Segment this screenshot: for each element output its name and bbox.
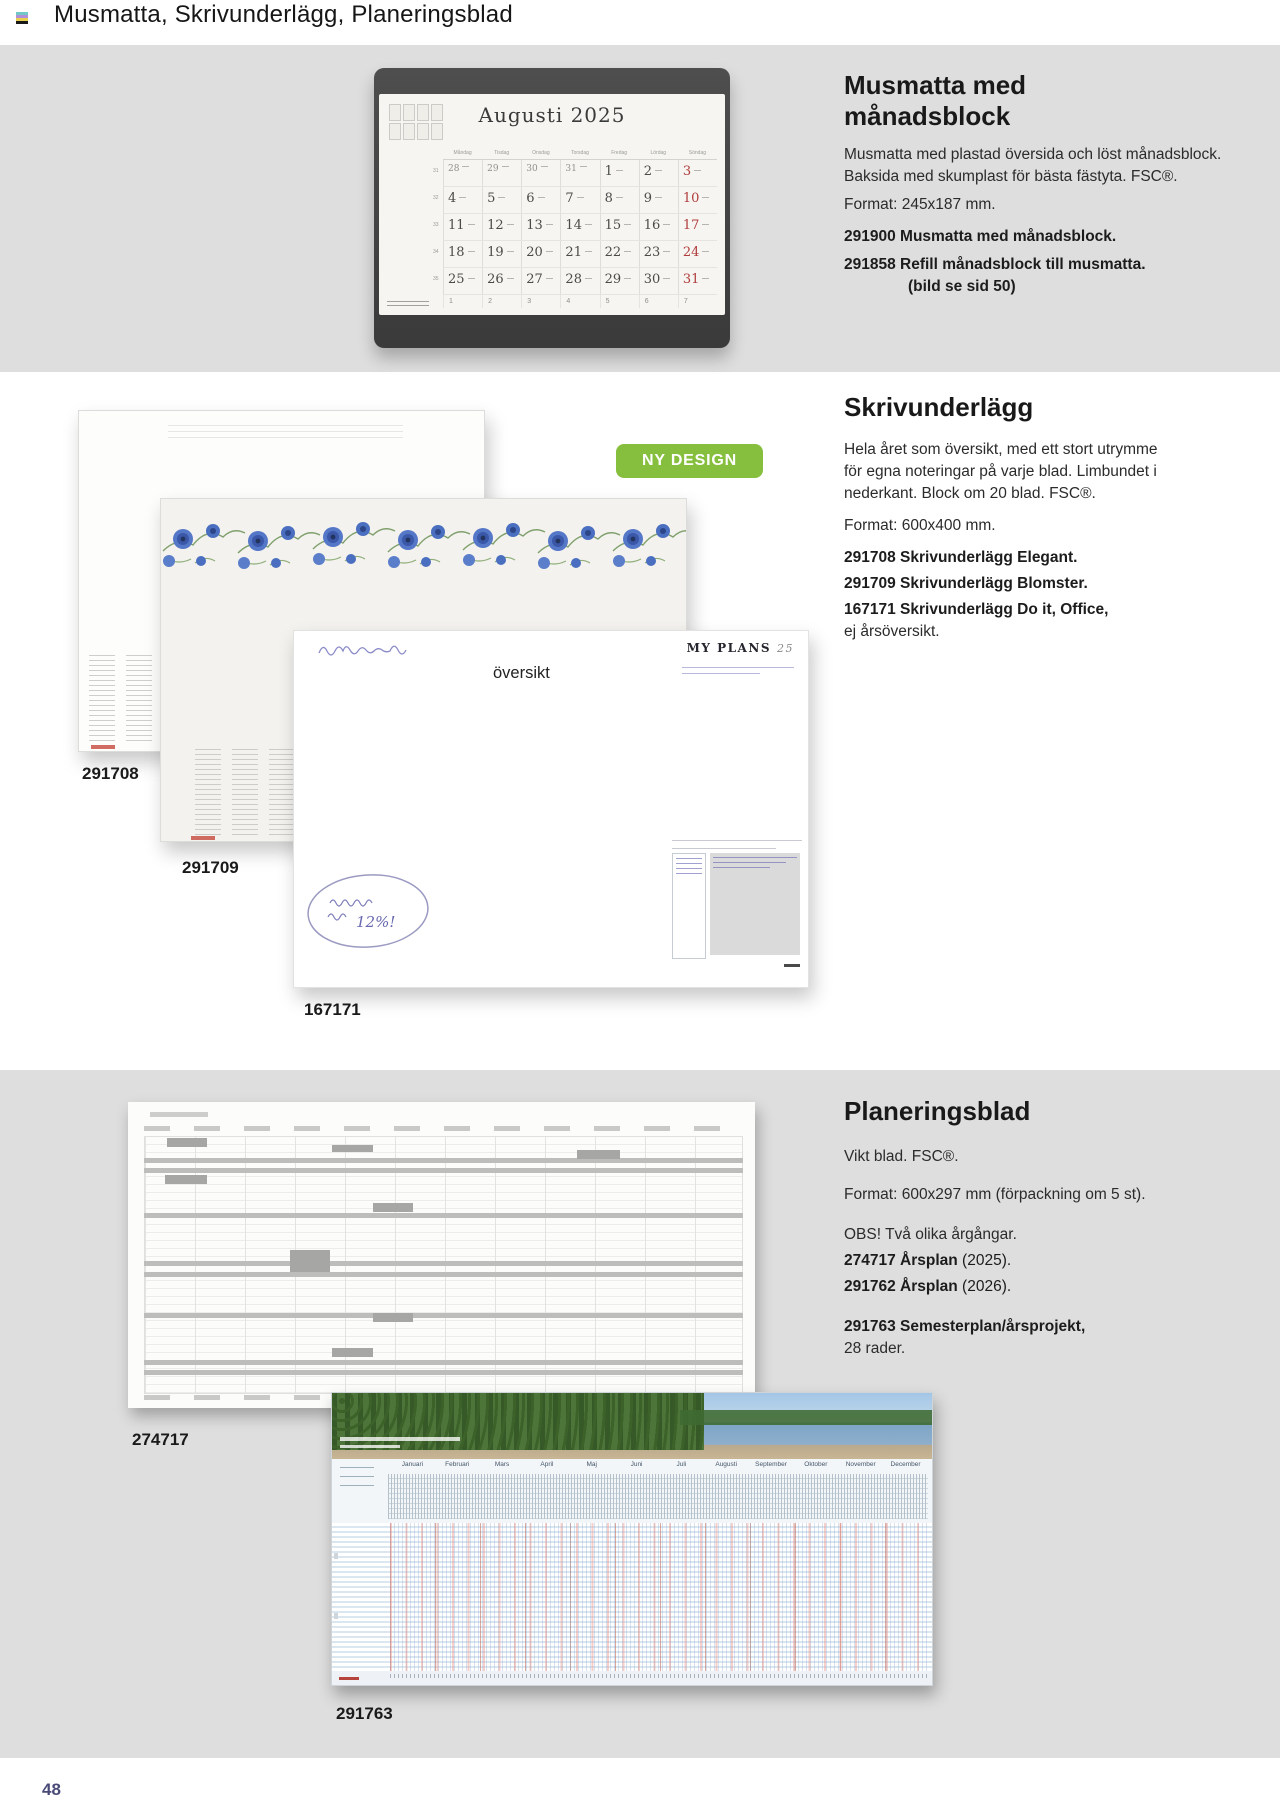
doit-notes-column (672, 853, 706, 959)
calendar-day-cell (521, 214, 560, 240)
nameday-text-dash (655, 197, 662, 198)
myplans-subtext-lines (682, 662, 794, 674)
day-number: 19 (487, 245, 504, 260)
nameday-text-dash (663, 251, 670, 252)
calendar-month-title: Augusti 2025 (478, 103, 626, 127)
day-number: 29 (487, 164, 499, 174)
calendar-day-cell (600, 187, 639, 213)
nameday-text-dash (585, 251, 592, 252)
skriv-sku-291709: 291709 Skrivunderlägg Blomster. (844, 575, 1088, 592)
weekday-label: Tisdag (494, 150, 510, 156)
weekday-label: Söndag (688, 150, 707, 156)
calendar-day-cell (443, 268, 482, 294)
month-label: Februari (445, 1461, 470, 1468)
nameday-text-dash (655, 170, 662, 171)
nameday-text-dash (459, 197, 466, 198)
calendar-week-row (433, 268, 717, 295)
svg-text:12%!: 12%! (356, 913, 396, 931)
day-number: 23 (643, 245, 661, 260)
nameday-text-dash (585, 224, 592, 225)
calendar-day-cell (443, 187, 482, 213)
nameday-text-dash (507, 251, 514, 252)
day-number: 30 (526, 164, 538, 174)
calendar-day-cell (560, 160, 599, 186)
calendar-day-cell (639, 241, 678, 267)
handwritten-brand-script (316, 639, 426, 659)
ny-design-badge: NY DESIGN (616, 444, 763, 478)
page-title: Musmatta, Skrivunderlägg, Planeringsblad (54, 1, 513, 28)
semesterplan-month-header (332, 1459, 932, 1524)
calendar-day-cell (482, 241, 521, 267)
skriv-format: Format: 600x400 mm. (844, 517, 996, 534)
day-number: 10 (682, 191, 700, 206)
label-274717: 274717 (132, 1430, 189, 1449)
semesterplan-months-row (390, 1461, 928, 1472)
skrivunderlagg-heading: Skrivunderlägg (844, 392, 1034, 422)
myplans-title: MY PLANS 25 (686, 641, 794, 655)
day-number: 28 (565, 272, 582, 287)
calendar-day-cell (482, 268, 521, 294)
month-label: Januari (401, 1461, 424, 1468)
nameday-text-dash (624, 278, 631, 279)
nameday-text-dash (577, 197, 584, 198)
plan-sku-274717: 274717 Årsplan (2025). (844, 1252, 1012, 1269)
month-label: April (540, 1461, 554, 1468)
nameday-text-dash (498, 197, 505, 198)
nameday-text-dash (624, 224, 631, 225)
plan-format: Format: 600x297 mm (förpackning om 5 st). (844, 1186, 1146, 1203)
calendar-day-cell (600, 241, 639, 267)
calendar-day-cell (443, 241, 482, 267)
calendar-day-cell (482, 160, 521, 186)
day-number: 21 (565, 245, 582, 260)
nextmonth-day-number: 6 (639, 295, 678, 308)
skriv-desc-line3: nederkant. Block om 20 blad. FSC®. (844, 485, 1096, 502)
calendar-week-row (433, 241, 717, 268)
weekday-label: Fredag (611, 150, 628, 156)
calendar-day-cell (521, 187, 560, 213)
calendar-nextmonth-row (443, 295, 717, 308)
month-label: Maj (586, 1461, 597, 1468)
nextmonth-day-number: 3 (521, 295, 560, 308)
handwritten-oval-note (304, 867, 436, 955)
nameday-text-dash (468, 224, 475, 225)
weekday-label: Måndag (453, 150, 472, 156)
day-number: 22 (604, 245, 622, 260)
plan-sku-291763-note: 28 rader. (844, 1340, 906, 1357)
calendar-grid (433, 160, 717, 295)
calendar-day-cell (639, 268, 678, 294)
page-number: 48 (42, 1780, 61, 1799)
week-number: 31 (433, 168, 439, 174)
calendar-day-cell (443, 214, 482, 240)
arsplan-product-image (128, 1102, 755, 1408)
plan-desc-line1: Vikt blad. FSC®. (844, 1148, 959, 1165)
nameday-text-dash (585, 278, 592, 279)
day-number: 7 (565, 191, 574, 206)
planeringsblad-heading: Planeringsblad (844, 1096, 1031, 1126)
day-number: 1 (604, 164, 613, 179)
nameday-text-dash (538, 197, 545, 198)
cornflower-border-art (161, 511, 686, 573)
day-number: 20 (526, 245, 543, 260)
nameday-text-dash (702, 278, 709, 279)
day-number: 30 (643, 272, 661, 287)
doit-logo-mark (784, 964, 800, 967)
blomster-logo-mark (191, 836, 215, 840)
nameday-text-dash (468, 278, 475, 279)
nameday-text-dash (541, 166, 548, 167)
plan-sku-291762: 291762 Årsplan (2026). (844, 1278, 1012, 1295)
nameday-text-dash (546, 224, 553, 225)
nextmonth-day-number: 7 (678, 295, 717, 308)
calendar-day-cell (600, 268, 639, 294)
month-label: Oktober (804, 1461, 828, 1468)
day-number: 3 (682, 164, 692, 179)
calendar-day-cell (600, 160, 639, 186)
month-label: November (845, 1461, 876, 1468)
nameday-text-dash (663, 278, 670, 279)
day-number: 14 (565, 218, 582, 233)
nameday-text-dash (546, 251, 553, 252)
nameday-text-dash (616, 197, 623, 198)
nameday-text-dash (462, 166, 469, 167)
doit-notes-form (672, 833, 802, 849)
label-291708: 291708 (82, 764, 139, 783)
calendar-day-cell (678, 187, 717, 213)
brand-stripes-icon (16, 12, 28, 24)
calendar-week-row (433, 214, 717, 241)
nameday-text-dash (702, 224, 709, 225)
calendar-day-cell (639, 187, 678, 213)
month-label: December (890, 1461, 921, 1468)
musmatta-sku-291858: 291858 Refill månadsblock till musmatta. (844, 256, 1146, 273)
label-291763: 291763 (336, 1704, 393, 1723)
mousepad-calendar-sheet (379, 94, 725, 315)
semesterplan-grid (332, 1523, 932, 1671)
nextmonth-day-number: 2 (482, 295, 521, 308)
musmatta-desc-line1: Musmatta med plastad översida och löst månadsblock. (844, 146, 1222, 163)
calendar-day-cell (600, 214, 639, 240)
label-167171: 167171 (304, 1000, 361, 1019)
month-label: Juli (676, 1461, 687, 1468)
calendar-day-cell (482, 214, 521, 240)
skriv-desc-line1: Hela året som översikt, med ett stort utrymme (844, 441, 1158, 458)
day-number: 26 (487, 272, 504, 287)
weekday-label: Onsdag (532, 150, 550, 156)
calendar-week-row (433, 187, 717, 214)
day-number: 28 (448, 164, 460, 174)
day-number: 12 (487, 218, 504, 233)
calendar-day-cell (639, 160, 678, 186)
calendar-weekday-row (443, 148, 717, 160)
day-number: 24 (682, 245, 700, 260)
nextmonth-day-number: 1 (443, 295, 482, 308)
day-number: 9 (643, 191, 652, 206)
nextmonth-day-number: 4 (560, 295, 599, 308)
calendar-day-cell (678, 214, 717, 240)
plan-sku-291763: 291763 Semesterplan/årsprojekt, (844, 1318, 1086, 1335)
calendar-day-cell (521, 160, 560, 186)
plan-obs: OBS! Två olika årgångar. (844, 1226, 1017, 1243)
calendar-day-cell (560, 241, 599, 267)
calendar-day-cell (678, 268, 717, 294)
calendar-day-cell (678, 241, 717, 267)
calendar-day-cell (560, 214, 599, 240)
skriv-sku-167171-note: ej årsöversikt. (844, 623, 940, 640)
nameday-text-dash (468, 251, 475, 252)
day-number: 4 (448, 191, 457, 206)
skriv-desc-line2: för egna noteringar på varje blad. Limbundet i (844, 463, 1157, 480)
musmatta-format: Format: 245x187 mm. (844, 196, 996, 213)
calendar-day-cell (521, 268, 560, 294)
day-number: 31 (565, 164, 577, 174)
week-number: 35 (433, 276, 439, 282)
elegant-logo-mark (91, 745, 115, 749)
day-number: 31 (682, 272, 700, 287)
skriv-sku-291708: 291708 Skrivunderlägg Elegant. (844, 549, 1078, 566)
calendar-day-cell (482, 187, 521, 213)
day-number: 2 (643, 164, 652, 179)
week-number: 34 (433, 249, 439, 255)
calendar-day-cell (678, 160, 717, 186)
nextmonth-day-number: 5 (600, 295, 639, 308)
nameday-text-dash (507, 278, 514, 279)
blomster-fineprint (195, 748, 295, 835)
month-label: Juni (630, 1461, 643, 1468)
day-number: 18 (448, 245, 465, 260)
day-number: 29 (604, 272, 622, 287)
day-number: 16 (643, 218, 661, 233)
day-number: 13 (526, 218, 543, 233)
musmatta-sku-291858-note: (bild se sid 50) (908, 278, 1016, 295)
month-label: Mars (494, 1461, 510, 1468)
day-number: 15 (604, 218, 622, 233)
month-label: Augusti (715, 1461, 738, 1468)
calendar-week-row (433, 160, 717, 187)
nameday-text-dash (624, 251, 631, 252)
semesterplan-product-image (331, 1392, 933, 1686)
calendar-day-cell (521, 241, 560, 267)
mousepad-product-image (374, 68, 730, 348)
landscape-photo (332, 1393, 932, 1459)
musmatta-heading: Musmatta med månadsblock (844, 70, 1027, 131)
calendar-day-cell (639, 214, 678, 240)
calendar-grid-wrap (433, 148, 717, 305)
nameday-text-dash (507, 224, 514, 225)
nameday-text-dash (502, 166, 509, 167)
nameday-text-dash (546, 278, 553, 279)
day-number: 27 (526, 272, 543, 287)
weekday-label: Lördag (650, 150, 667, 156)
musmatta-sku-291900: 291900 Musmatta med månadsblock. (844, 228, 1117, 245)
day-number: 17 (682, 218, 700, 233)
day-number: 8 (604, 191, 613, 206)
day-number: 11 (448, 218, 465, 233)
calendar-day-cell (560, 268, 599, 294)
semesterplan-logo-mark (339, 1677, 359, 1680)
day-number: 5 (487, 191, 496, 206)
skriv-sku-167171: 167171 Skrivunderlägg Do it, Office, (844, 601, 1109, 618)
nameday-text-dash (616, 170, 623, 171)
doit-notes-gray-box (710, 853, 800, 955)
calendar-day-cell (443, 160, 482, 186)
label-291709: 291709 (182, 858, 239, 877)
nameday-text-dash (694, 170, 701, 171)
nameday-text-dash (702, 197, 709, 198)
month-label: September (755, 1461, 787, 1468)
nameday-text-dash (663, 224, 670, 225)
myplans-year: 25 (777, 642, 794, 655)
deskpad-doit-image (293, 630, 809, 988)
week-number: 32 (433, 195, 439, 201)
week-number: 33 (433, 222, 439, 228)
day-number: 25 (448, 272, 465, 287)
nameday-text-dash (580, 166, 587, 167)
nameday-text-dash (702, 251, 709, 252)
day-number: 6 (526, 191, 535, 206)
calendar-day-cell (560, 187, 599, 213)
calendar-footer-lines (387, 298, 429, 306)
musmatta-desc-line2: Baksida med skumplast för bästa fästyta. FSC®. (844, 168, 1178, 185)
weekday-label: Torsdag (571, 150, 589, 156)
oversikt-caption: översikt (493, 664, 550, 682)
